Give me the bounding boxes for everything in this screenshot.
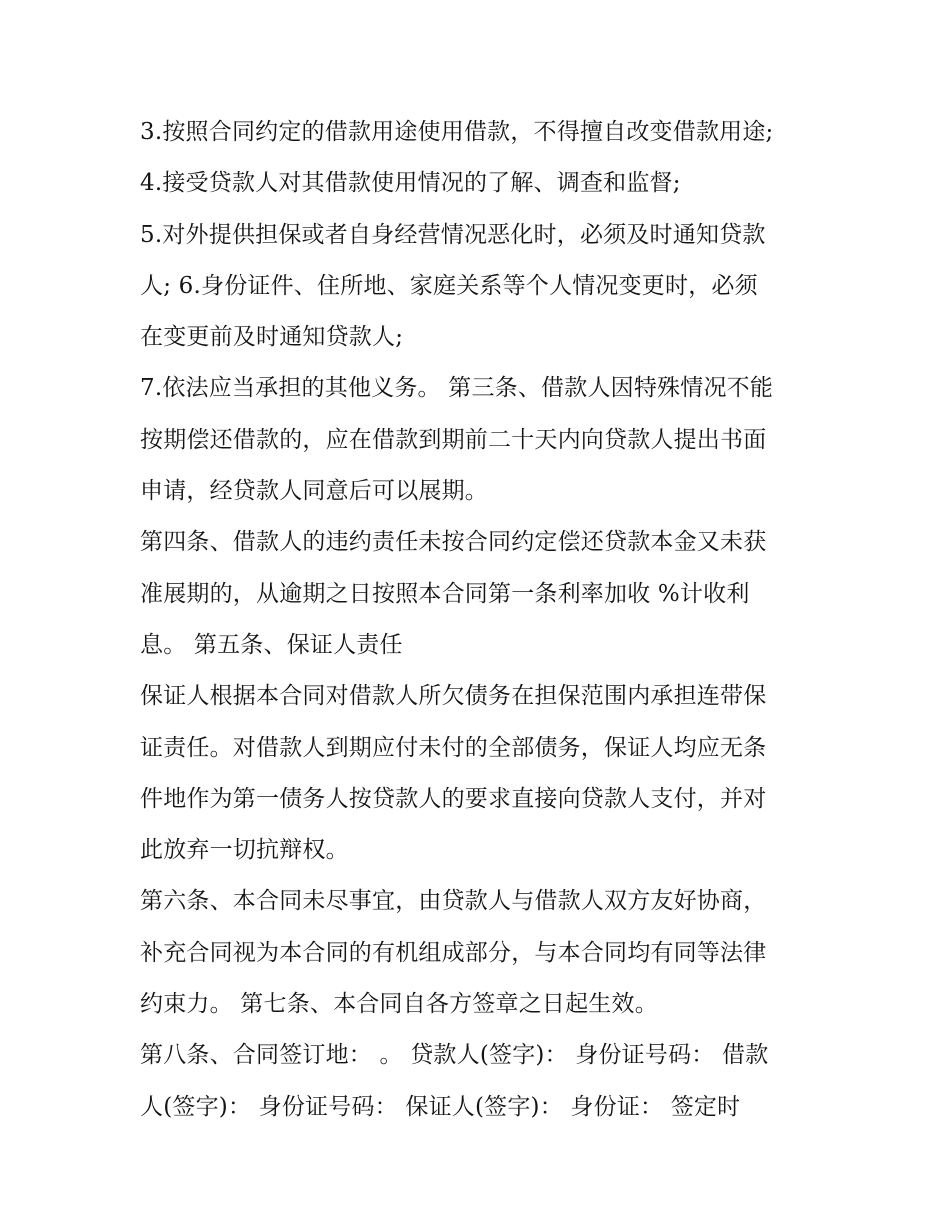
document-body bbox=[140, 107, 820, 1133]
text-line: 5.对外提供担保或者自身经营情况恶化时，必须及时通知贷款 bbox=[140, 221, 766, 248]
text-line: 按期偿还借款的，应在借款到期前二十天内向贷款人提出书面 bbox=[140, 426, 767, 453]
text-line: 申请，经贷款人同意后可以展期。 bbox=[140, 478, 488, 505]
text-line: 件地作为第一债务人按贷款人的要求直接向贷款人支付，并对 bbox=[140, 785, 767, 812]
text-line: 第六条、本合同未尽事宜，由贷款人与借款人双方友好协商， bbox=[140, 888, 767, 915]
text-line: 4.接受贷款人对其借款使用情况的了解、调查和监督; bbox=[140, 170, 681, 197]
text-line: 补充合同视为本合同的有机组成部分，与本合同均有同等法律 bbox=[140, 939, 767, 966]
text-line: 约束力。 第七条、本合同自各方签章之日起生效。 bbox=[140, 991, 658, 1018]
text-line: 准展期的，从逾期之日按照本合同第一条利率加收 %计收利 bbox=[140, 580, 750, 607]
text-line: 第八条、合同签订地： 。 贷款人(签字)： 身份证号码： 借款 bbox=[140, 1042, 769, 1069]
text-line: 3.按照合同约定的借款用途使用借款，不得擅自改变借款用途; bbox=[140, 119, 774, 145]
text-line: 人; 6.身份证件、住所地、家庭关系等个人情况变更时，必须 bbox=[140, 272, 758, 299]
text-line: 人(签字)： 身份证号码： 保证人(签字)： 身份证： 签定时 bbox=[140, 1093, 741, 1120]
text-line: 息。 第五条、保证人责任 bbox=[140, 631, 403, 658]
text-line: 此放弃一切抗辩权。 bbox=[140, 837, 349, 864]
text-line: 7.依法应当承担的其他义务。 第三条、借款人因特殊情况不能 bbox=[140, 375, 774, 402]
text-line: 第四条、借款人的违约责任未按合同约定偿还贷款本金又未获 bbox=[140, 529, 767, 556]
text-line: 在变更前及时通知贷款人; bbox=[140, 324, 404, 351]
text-line: 保证人根据本合同对借款人所欠债务在担保范围内承担连带保 bbox=[140, 683, 767, 710]
text-line: 证责任。对借款人到期应付未付的全部债务，保证人均应无条 bbox=[140, 734, 767, 761]
